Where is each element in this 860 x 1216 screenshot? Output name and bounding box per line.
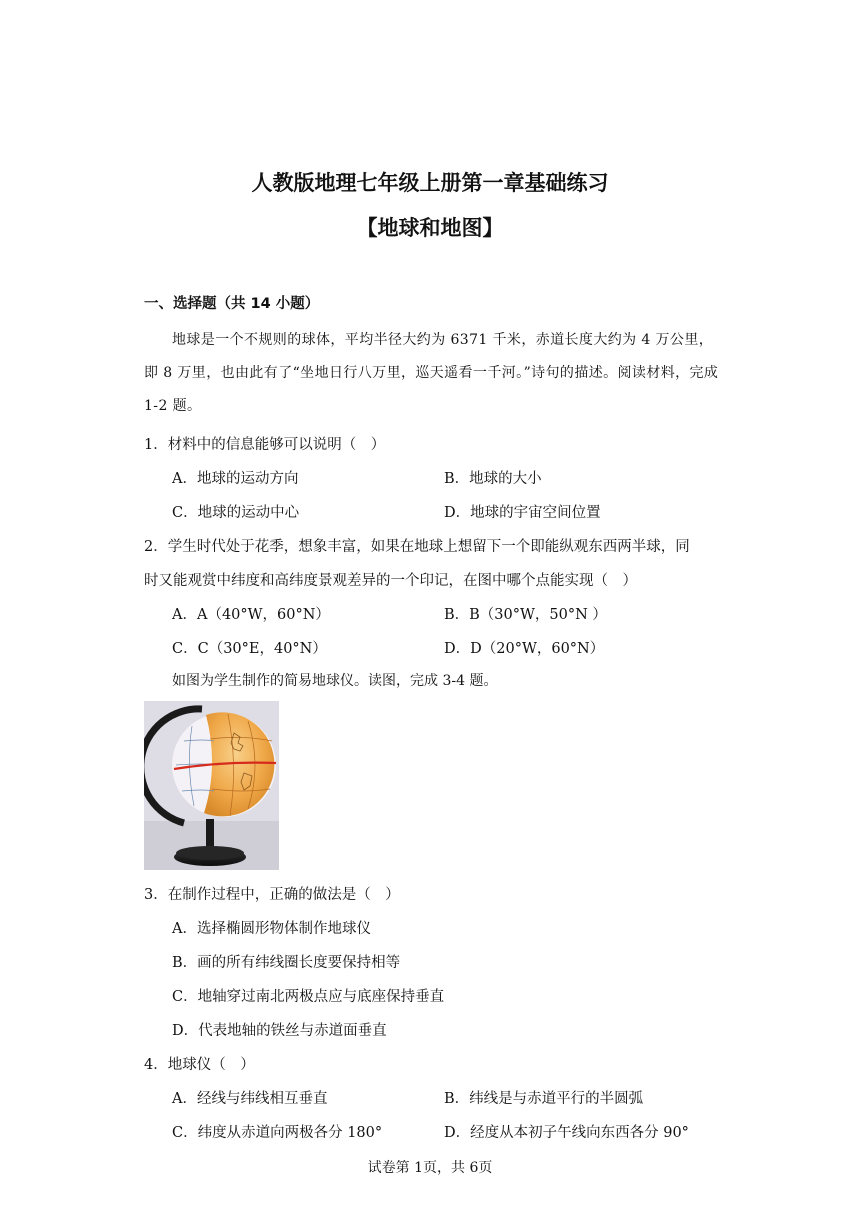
q4-option-c[interactable]: C．纬度从赤道向两极各分 180° <box>172 1125 383 1141</box>
q3-option-b[interactable]: B．画的所有纬线圈长度要保持相等 <box>172 955 401 971</box>
globe-photo <box>144 701 279 870</box>
q2-option-c[interactable]: C．C（30°E，40°N） <box>172 641 327 657</box>
question-2-stem-line1: 2．学生时代处于花季，想象丰富，如果在地球上想留下一个即能纵观东西两半球，同 <box>144 539 690 555</box>
q2-option-d[interactable]: D．D（20°W，60°N） <box>444 641 605 657</box>
page-footer: 试卷第 1页，共 6页 <box>367 1160 493 1176</box>
q1-option-c[interactable]: C．地球的运动中心 <box>172 505 300 521</box>
q2-option-b[interactable]: B．B（30°W，50°N ） <box>444 607 607 623</box>
passage-1: 地球是一个不规则的球体，平均半径大约为 6371 千米，赤道长度大约为 4 万公里，即 8 万里，也由此有了“坐地日行八万里，巡天遥看一千河。”诗句的描述。阅读材料，完成 1-2 题。 <box>144 332 719 414</box>
question-2-stem-line2: 时又能观赏中纬度和高纬度景观差异的一个印记，在图中哪个点能实现（ ） <box>144 573 637 589</box>
question-3-stem: 3．在制作过程中，正确的做法是（ ） <box>144 887 400 903</box>
q3-option-c[interactable]: C．地轴穿过南北两极点应与底座保持垂直 <box>172 989 445 1005</box>
q3-option-d[interactable]: D．代表地轴的铁丝与赤道面垂直 <box>172 1023 387 1039</box>
passage-2: 如图为学生制作的简易地球仪。读图，完成 3-4 题。 <box>172 673 498 689</box>
q1-option-a[interactable]: A．地球的运动方向 <box>172 471 299 487</box>
q4-option-b[interactable]: B．纬线是与赤道平行的半圆弧 <box>444 1091 644 1107</box>
question-1-stem: 1．材料中的信息能够可以说明（ ） <box>144 437 386 453</box>
page-subtitle: 【地球和地图】 <box>356 216 504 240</box>
q4-option-d[interactable]: D．经度从本初子午线向东西各分 90° <box>444 1125 689 1141</box>
question-4-stem: 4．地球仪（ ） <box>144 1057 255 1073</box>
q1-option-b[interactable]: B．地球的大小 <box>444 471 542 487</box>
page-title: 人教版地理七年级上册第一章基础练习 <box>251 171 609 195</box>
section-heading: 一、选择题（共 14 小题） <box>144 296 320 312</box>
globe-photo-icon <box>144 701 279 870</box>
q2-option-a[interactable]: A．A（40°W，60°N） <box>172 607 330 623</box>
q3-option-a[interactable]: A．选择椭圆形物体制作地球仪 <box>172 921 371 937</box>
q1-option-d[interactable]: D．地球的宇宙空间位置 <box>444 505 601 521</box>
q4-option-a[interactable]: A．经线与纬线相互垂直 <box>172 1091 328 1107</box>
